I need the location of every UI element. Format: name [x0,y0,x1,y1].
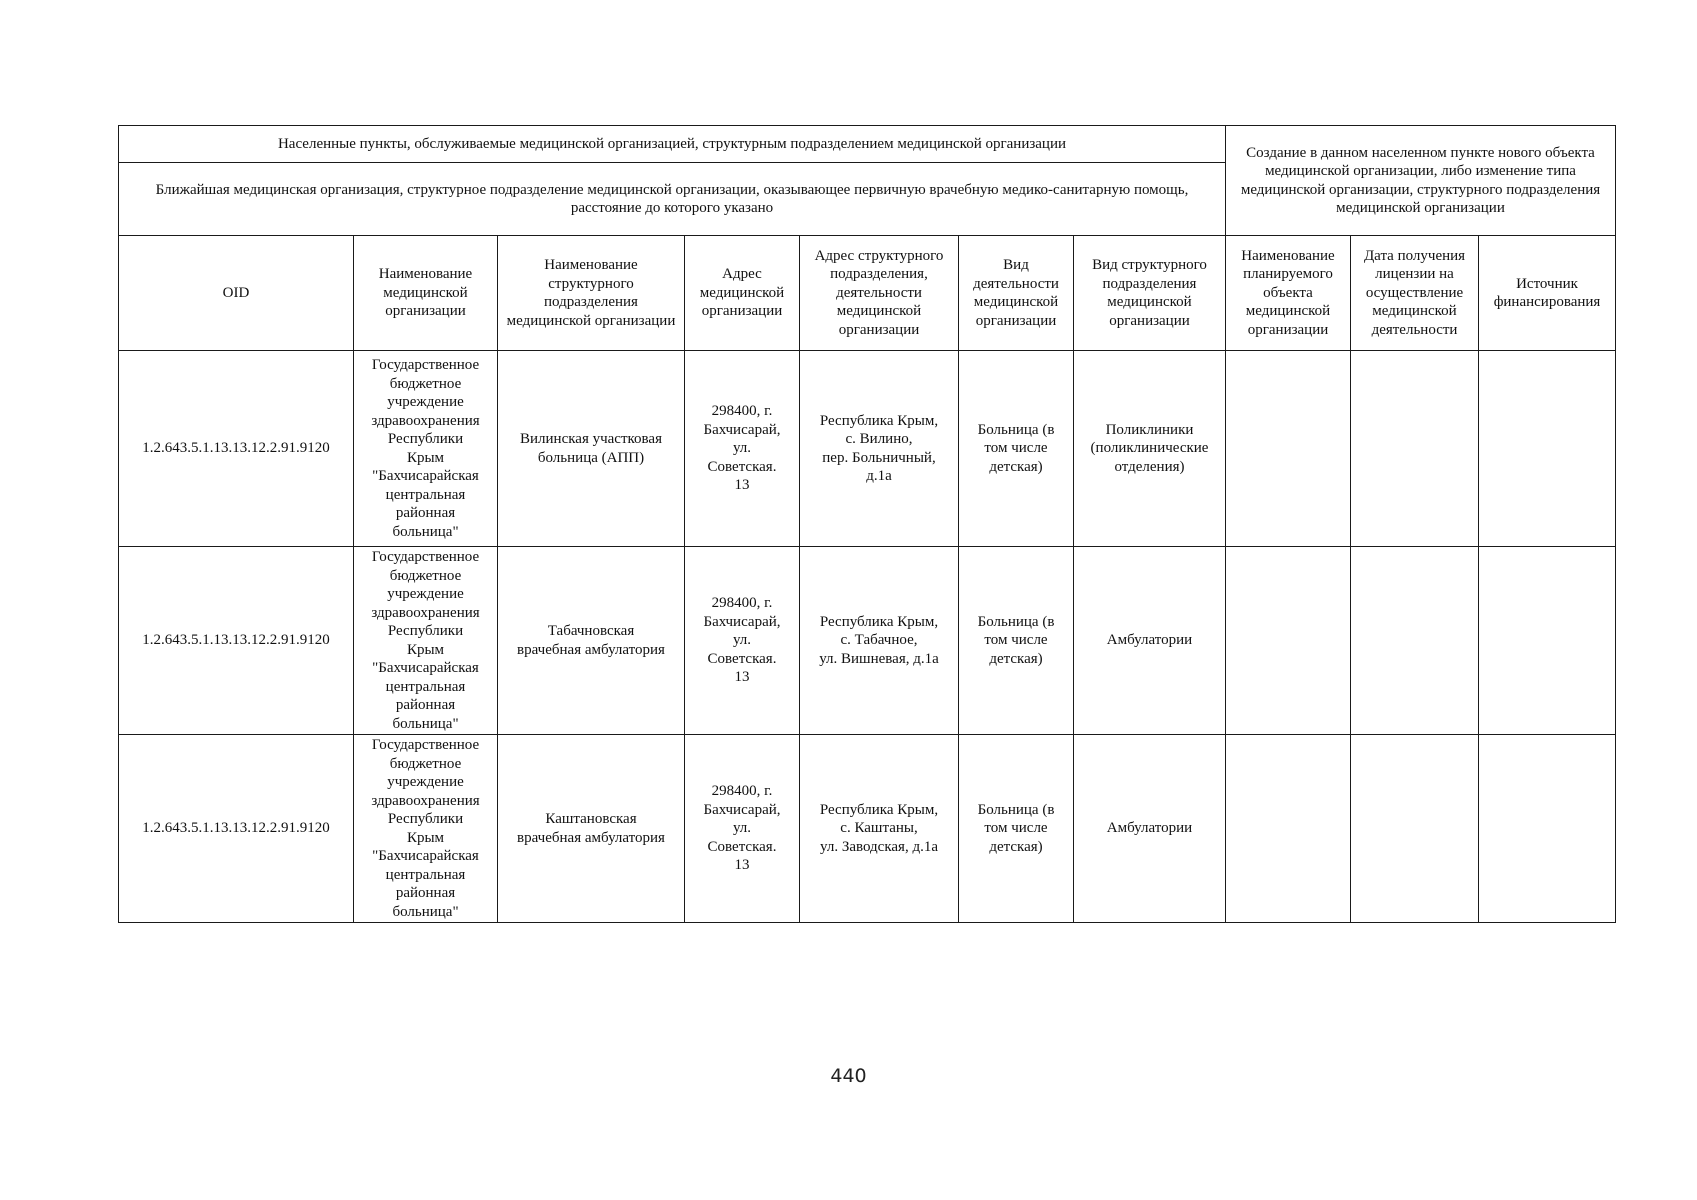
col-header-funding: Источник финансирования [1479,236,1616,351]
cell-planned [1226,735,1351,923]
cell-oid: 1.2.643.5.1.13.13.12.2.91.9120 [119,351,354,547]
cell-activity: Больница (в том числе детская) [959,547,1074,735]
cell-org-address: 298400, г. Бахчисарай, ул. Советская. 13 [685,547,800,735]
table-row [119,351,1616,547]
cell-funding [1479,351,1616,547]
cell-unit-type: Амбулатории [1074,735,1226,923]
col-header-org-name: Наименование медицинской организации [354,236,498,351]
col-header-unit-type: Вид структурного подразделения медицинской организации [1074,236,1226,351]
cell-org-name: Государственное бюджетное учреждение здравоохранения Республики Крым "Бахчисарайская центральная районная больница" [354,351,498,547]
cell-oid: 1.2.643.5.1.13.13.12.2.91.9120 [119,735,354,923]
header-settlements [119,126,1226,163]
cell-unit-name: Табачновская врачебная амбулатория [498,547,685,735]
col-header-unit-address: Адрес структурного подразделения, деятельности медицинской организации [800,236,959,351]
cell-license-date [1351,735,1479,923]
col-header-license-date: Дата получения лицензии на осуществление медицинской деятельности [1351,236,1479,351]
col-header-oid: OID [119,236,354,351]
cell-planned [1226,547,1351,735]
cell-unit-address: Республика Крым, с. Каштаны, ул. Заводская, д.1а [800,735,959,923]
cell-unit-type: Амбулатории [1074,547,1226,735]
cell-funding [1479,547,1616,735]
col-header-activity: Вид деятельности медицинской организации [959,236,1074,351]
cell-unit-name: Каштановская врачебная амбулатория [498,735,685,923]
cell-unit-type: Поликлиники (поликлинические отделения) [1074,351,1226,547]
cell-unit-name: Вилинская участковая больница (АПП) [498,351,685,547]
col-header-org-address: Адрес медицинской организации [685,236,800,351]
cell-license-date [1351,351,1479,547]
cell-license-date [1351,547,1479,735]
cell-planned [1226,351,1351,547]
header-new-object-text: Создание в данном населенном пункте нового объекта медицинской организации, либо изменение типа медицинской организации, структурного подразделения медицинской организации [1240,144,1601,216]
medical-organizations-table [118,125,1616,923]
column-header-row [119,236,1616,351]
cell-org-address: 298400, г. Бахчисарай, ул. Советская. 13 [685,351,800,547]
table-row [119,547,1616,735]
cell-activity: Больница (в том числе детская) [959,735,1074,923]
page-number: 440 [830,1065,867,1087]
col-header-unit-name: Наименование структурного подразделения медицинской организации [498,236,685,351]
header-nearest-org [119,163,1226,236]
cell-unit-address: Республика Крым, с. Вилино, пер. Больничный, д.1а [800,351,959,547]
header-new-object [1226,126,1616,236]
header-settlements-text: Населенные пункты, обслуживаемые медицинской организацией, структурным подразделением медицинской организации [277,135,1067,152]
cell-org-name: Государственное бюджетное учреждение здравоохранения Республики Крым "Бахчисарайская центральная районная больница" [354,547,498,735]
cell-unit-address: Республика Крым, с. Табачное, ул. Вишневая, д.1а [800,547,959,735]
header-row-top [119,126,1616,163]
header-nearest-org-text: Ближайшая медицинская организация, структурное подразделение медицинской организации, оказывающее первичную врачебную медико-санитарную помощь, расстояние до которого указано [155,181,1189,216]
cell-funding [1479,735,1616,923]
cell-org-name: Государственное бюджетное учреждение здравоохранения Республики Крым "Бахчисарайская центральная районная больница" [354,735,498,923]
cell-oid: 1.2.643.5.1.13.13.12.2.91.9120 [119,547,354,735]
col-header-planned: Наименование планируемого объекта медицинской организации [1226,236,1351,351]
cell-activity: Больница (в том числе детская) [959,351,1074,547]
table-row [119,735,1616,923]
cell-org-address: 298400, г. Бахчисарай, ул. Советская. 13 [685,735,800,923]
